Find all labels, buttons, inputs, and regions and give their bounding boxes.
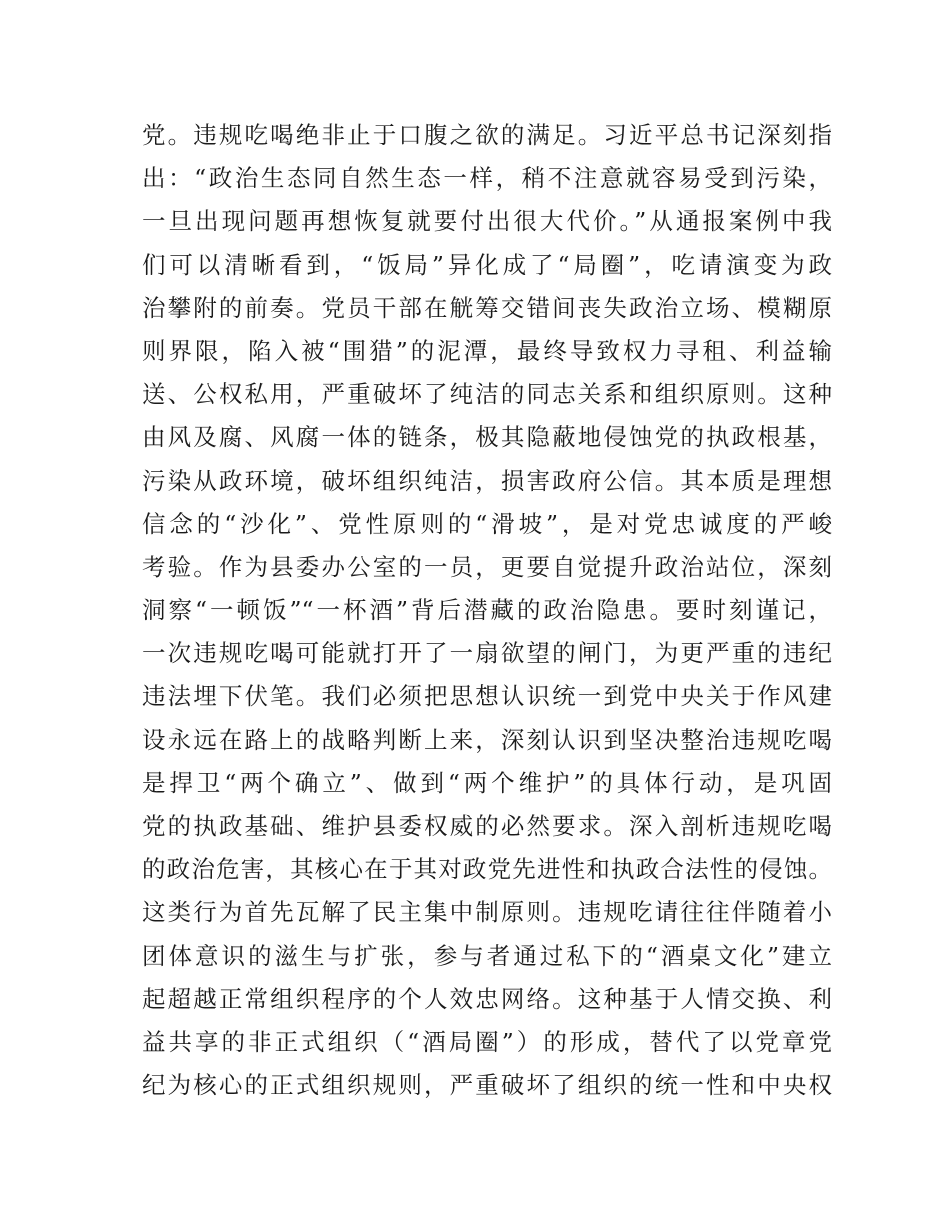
- text-line: 则界限，陷入被“围猎”的泥潭，最终导致权力寻租、利益输: [142, 336, 832, 365]
- text-line: 治攀附的前奏。党员干部在觥筹交错间丧失政治立场、模糊原: [142, 293, 832, 322]
- text-line: 党。违规吃喝绝非止于口腹之欲的满足。习近平总书记深刻指: [142, 121, 832, 149]
- text-line: 团体意识的滋生与扩张，参与者通过私下的“酒桌文化”建立: [142, 941, 832, 970]
- text-line: 洞察“一顿饭”“一杯酒”背后潜藏的政治隐患。要时刻谨记，: [142, 596, 832, 625]
- text-line: 违法埋下伏笔。我们必须把思想认识统一到党中央关于作风建: [142, 682, 832, 711]
- document-body: [142, 114, 832, 1107]
- text-line: 这类行为首先瓦解了民主集中制原则。违规吃请往往伴随着小: [142, 898, 832, 927]
- text-line: 的政治危害，其核心在于其对政党先进性和执政合法性的侵蚀。: [142, 855, 832, 884]
- text-line: 送、公权私用，严重破坏了纯洁的同志关系和组织原则。这种: [142, 380, 832, 409]
- text-line: 由风及腐、风腐一体的链条，极其隐蔽地侵蚀党的执政根基，: [142, 423, 832, 452]
- text-line: 设永远在路上的战略判断上来，深刻认识到坚决整治违规吃喝: [142, 725, 832, 754]
- text-line: 们可以清晰看到，“饭局”异化成了“局圈”，吃请演变为政: [142, 250, 832, 279]
- text-line: 信念的“沙化”、党性原则的“滑坡”，是对党忠诚度的严峻: [142, 509, 832, 538]
- text-line: 考验。作为县委办公室的一员，更要自觉提升政治站位，深刻: [142, 552, 832, 581]
- text-line: 是捍卫“两个确立”、做到“两个维护”的具体行动，是巩固: [142, 768, 832, 797]
- text-line: 一旦出现问题再想恢复就要付出很大代价。”从通报案例中我: [142, 207, 832, 236]
- text-line: 起超越正常组织程序的个人效忠网络。这种基于人情交换、利: [142, 984, 832, 1013]
- text-line: 污染从政环境，破坏组织纯洁，损害政府公信。其本质是理想: [142, 466, 832, 495]
- text-line: 益共享的非正式组织（“酒局圈”）的形成，替代了以党章党: [142, 1027, 832, 1056]
- text-line: 党的执政基础、维护县委权威的必然要求。深入剖析违规吃喝: [142, 812, 832, 840]
- text-line: 一次违规吃喝可能就打开了一扇欲望的闸门，为更严重的违纪: [142, 639, 832, 668]
- text-line: 出：“政治生态同自然生态一样，稍不注意就容易受到污染，: [142, 164, 832, 193]
- text-line: 纪为核心的正式组织规则，严重破坏了组织的统一性和中央权: [142, 1071, 832, 1100]
